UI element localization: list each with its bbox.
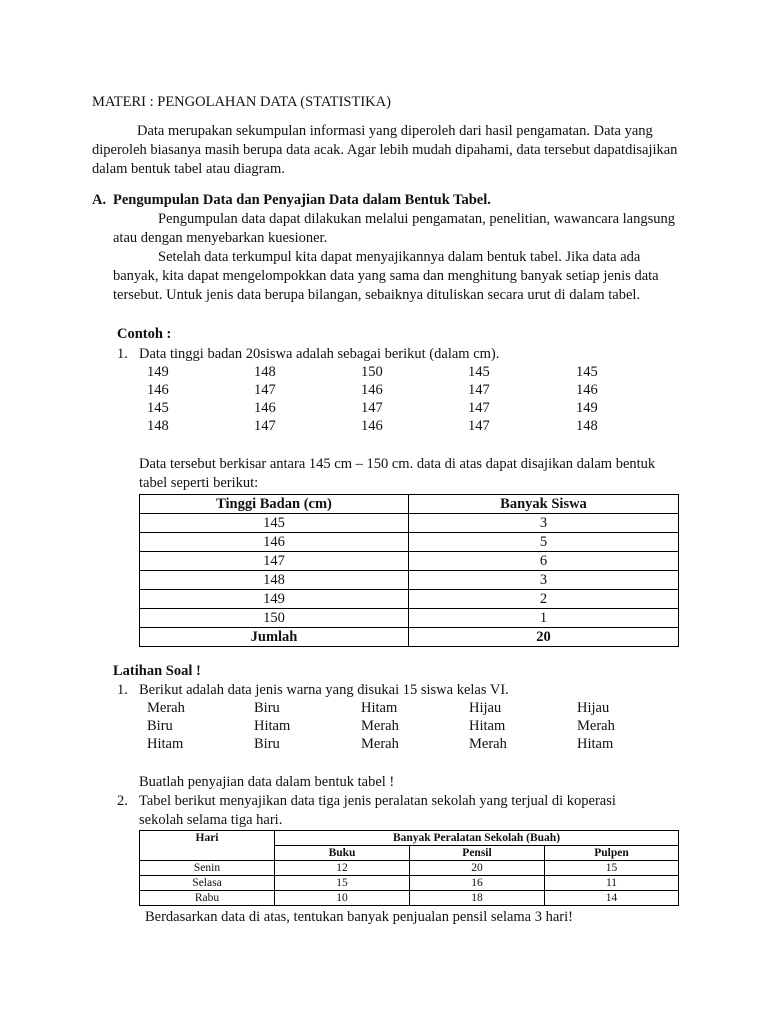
table-cell: 147: [140, 552, 409, 571]
data-cell: Hitam: [577, 736, 614, 752]
table-row: [140, 552, 679, 571]
data-cell: 146: [147, 382, 169, 398]
data-cell: 150: [361, 364, 383, 380]
table-cell: 10: [275, 891, 410, 906]
data-cell: 147: [361, 400, 383, 416]
column-header: Pensil: [410, 846, 545, 861]
table-cell: 14: [545, 891, 679, 906]
data-cell: 148: [576, 418, 598, 434]
data-cell: Hitam: [147, 736, 184, 752]
table-cell: 149: [140, 590, 409, 609]
table-cell: 3: [409, 514, 679, 533]
data-cell: 145: [576, 364, 598, 380]
contoh-label: Contoh :: [117, 326, 172, 342]
raw-height-data: [147, 363, 636, 435]
question-2-number: 2.: [117, 793, 128, 809]
height-frequency-table: [139, 494, 679, 647]
table-cell: 145: [140, 514, 409, 533]
data-cell: Hitam: [254, 718, 291, 734]
data-cell: 147: [468, 382, 490, 398]
data-cell: 149: [147, 364, 169, 380]
question-1-instruction: Buatlah penyajian data dalam bentuk tabel !: [139, 774, 395, 790]
table-cell: 6: [409, 552, 679, 571]
table-cell: 20: [410, 861, 545, 876]
column-header: Buku: [275, 846, 410, 861]
section-a-marker: A.: [92, 192, 107, 208]
section-a-paragraph-2: Setelah data terkumpul kita dapat menyajikannya dalam bentuk tabel. Jika data ada banyak, kita dapat mengelompokkan data yang sama dan menghitung banyak setiap jenis data tersebut. Untuk jenis data berupa bilangan, sebaiknya dituliskan secara urut di dalam tabel.: [113, 249, 659, 303]
section-a-paragraph-1: Pengumpulan data dapat dilakukan melalui pengamatan, penelitian, wawancara langsung atau dengan menyebarkan kuesioner.: [113, 211, 675, 246]
table-cell: 18: [410, 891, 545, 906]
table-cell: Rabu: [140, 891, 275, 906]
section-a-heading: Pengumpulan Data dan Penyajian Data dalam Bentuk Tabel.: [113, 192, 491, 208]
data-cell: 148: [254, 364, 276, 380]
school-supplies-table: [139, 830, 679, 906]
table-header-row: [140, 495, 679, 514]
table-cell: 15: [275, 876, 410, 891]
table-cell: 12: [275, 861, 410, 876]
table-total-row: [140, 628, 679, 647]
intro-paragraph: Data merupakan sekumpulan informasi yang diperoleh dari hasil pengamatan. Data yang diperoleh biasanya masih berupa data acak. Agar lebih mudah dipahami, data tersebut dapatdisajikan dalam bentuk tabel atau diagram.: [92, 123, 678, 177]
table-cell: 1: [409, 609, 679, 628]
table-row: [140, 891, 679, 906]
page-title: MATERI : PENGOLAHAN DATA (STATISTIKA): [92, 94, 391, 110]
data-cell: Hijau: [469, 700, 502, 716]
data-cell: 148: [147, 418, 169, 434]
data-cell: Biru: [254, 736, 280, 752]
total-value: 20: [409, 628, 679, 647]
table-cell: 15: [545, 861, 679, 876]
table-row: [140, 609, 679, 628]
table-cell: 2: [409, 590, 679, 609]
data-cell: Hitam: [361, 700, 398, 716]
table-row: [140, 876, 679, 891]
data-cell: Biru: [147, 718, 173, 734]
data-cell: Hitam: [469, 718, 506, 734]
table-cell: Selasa: [140, 876, 275, 891]
table-cell: Senin: [140, 861, 275, 876]
table-cell: 11: [545, 876, 679, 891]
table-header-row: [140, 831, 679, 846]
table-cell: 3: [409, 571, 679, 590]
data-cell: Merah: [147, 700, 185, 716]
data-cell: 147: [254, 382, 276, 398]
table-row: [140, 571, 679, 590]
data-cell: 147: [254, 418, 276, 434]
table-row: [140, 514, 679, 533]
latihan-heading: Latihan Soal !: [113, 663, 201, 679]
contoh-item-text: Data tinggi badan 20siswa adalah sebagai berikut (dalam cm).: [139, 346, 500, 362]
data-cell: Merah: [361, 736, 399, 752]
data-cell: 146: [361, 382, 383, 398]
table-cell: 146: [140, 533, 409, 552]
data-cell: 146: [361, 418, 383, 434]
question-2-question: Berdasarkan data di atas, tentukan banyak penjualan pensil selama 3 hari!: [145, 909, 573, 925]
data-cell: 147: [468, 418, 490, 434]
column-header: Tinggi Badan (cm): [140, 495, 409, 514]
data-cell: Merah: [361, 718, 399, 734]
data-cell: Hijau: [577, 700, 610, 716]
table-cell: 16: [410, 876, 545, 891]
data-cell: Merah: [577, 718, 615, 734]
data-cell: 146: [576, 382, 598, 398]
data-cell: 145: [147, 400, 169, 416]
question-1-text: Berikut adalah data jenis warna yang disukai 15 siswa kelas VI.: [139, 682, 509, 698]
question-1-number: 1.: [117, 682, 128, 698]
table-cell: 5: [409, 533, 679, 552]
table-row: [140, 590, 679, 609]
question-2-text: Tabel berikut menyajikan data tiga jenis peralatan sekolah yang terjual di koperasi sekolah selama tiga hari.: [139, 793, 616, 828]
column-header: Banyak Siswa: [409, 495, 679, 514]
color-preference-data: [147, 699, 647, 753]
contoh-item-number: 1.: [117, 346, 128, 362]
data-cell: 145: [468, 364, 490, 380]
data-cell: Merah: [469, 736, 507, 752]
data-cell: 146: [254, 400, 276, 416]
table-row: [140, 861, 679, 876]
range-text: Data tersebut berkisar antara 145 cm – 150 cm. data di atas dapat disajikan dalam bentuk tabel seperti berikut:: [139, 456, 656, 491]
column-header-hari: Hari: [140, 831, 275, 861]
table-row: [140, 533, 679, 552]
table-cell: 148: [140, 571, 409, 590]
data-cell: Biru: [254, 700, 280, 716]
data-cell: 147: [468, 400, 490, 416]
group-header: Banyak Peralatan Sekolah (Buah): [275, 831, 679, 846]
table-cell: 150: [140, 609, 409, 628]
column-header: Pulpen: [545, 846, 679, 861]
data-cell: 149: [576, 400, 598, 416]
total-label: Jumlah: [140, 628, 409, 647]
